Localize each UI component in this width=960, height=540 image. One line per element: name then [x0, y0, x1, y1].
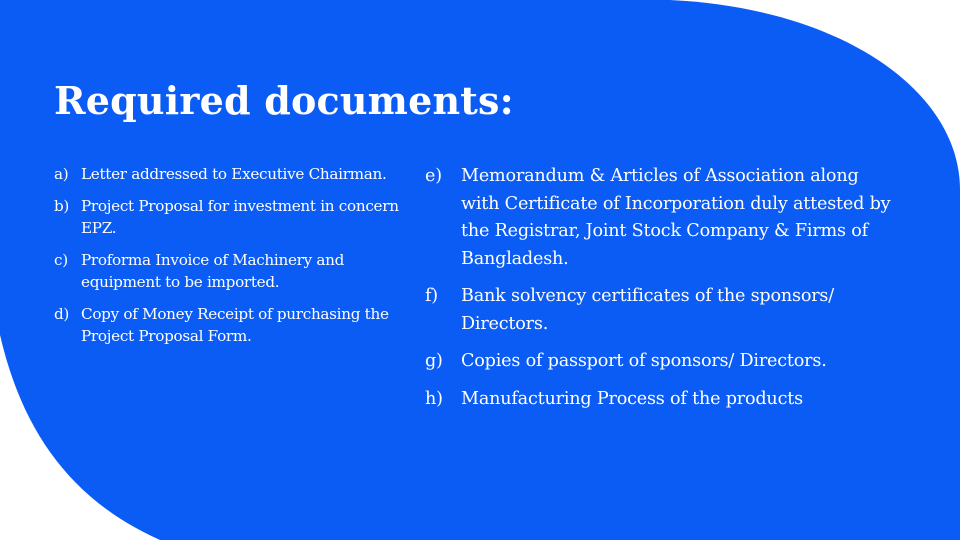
list-item-text: Bank solvency certificates of the sponsors/ Directors. — [461, 286, 834, 334]
list-item — [54, 163, 424, 185]
list-item-text: Copies of passport of sponsors/ Directors. — [461, 351, 827, 371]
list-item — [54, 249, 424, 293]
list-item — [425, 283, 895, 338]
list-item-text: Letter addressed to Executive Chairman. — [81, 165, 387, 183]
list-marker: a) — [54, 165, 69, 183]
list-item-text: Manufacturing Process of the products — [461, 388, 803, 409]
list-marker: h) — [425, 388, 443, 409]
list-item-text: Copy of Money Receipt of purchasing the Project Proposal Form. — [81, 305, 389, 345]
list-marker: d) — [54, 305, 70, 323]
list-item — [425, 386, 895, 414]
list-marker: e) — [425, 166, 442, 186]
list-marker: g) — [425, 351, 443, 371]
list-item-text: Proforma Invoice of Machinery and equipment to be imported. — [81, 251, 345, 291]
list-item-text: Memorandum & Articles of Association along with Certificate of Incorporation duly attested by the Registrar, Joint Stock Company & Firms of Bangladesh. — [461, 166, 891, 269]
list-item — [425, 163, 895, 273]
page-title: Required documents: — [54, 78, 514, 123]
list-marker: b) — [54, 197, 70, 215]
right-document-list — [425, 163, 895, 423]
list-marker: f) — [425, 286, 438, 306]
list-item-text: Project Proposal for investment in concern EPZ. — [81, 197, 399, 237]
list-item — [54, 195, 424, 239]
list-item — [425, 348, 895, 376]
left-document-list — [54, 163, 424, 357]
list-marker: c) — [54, 251, 68, 269]
list-item — [54, 303, 424, 347]
